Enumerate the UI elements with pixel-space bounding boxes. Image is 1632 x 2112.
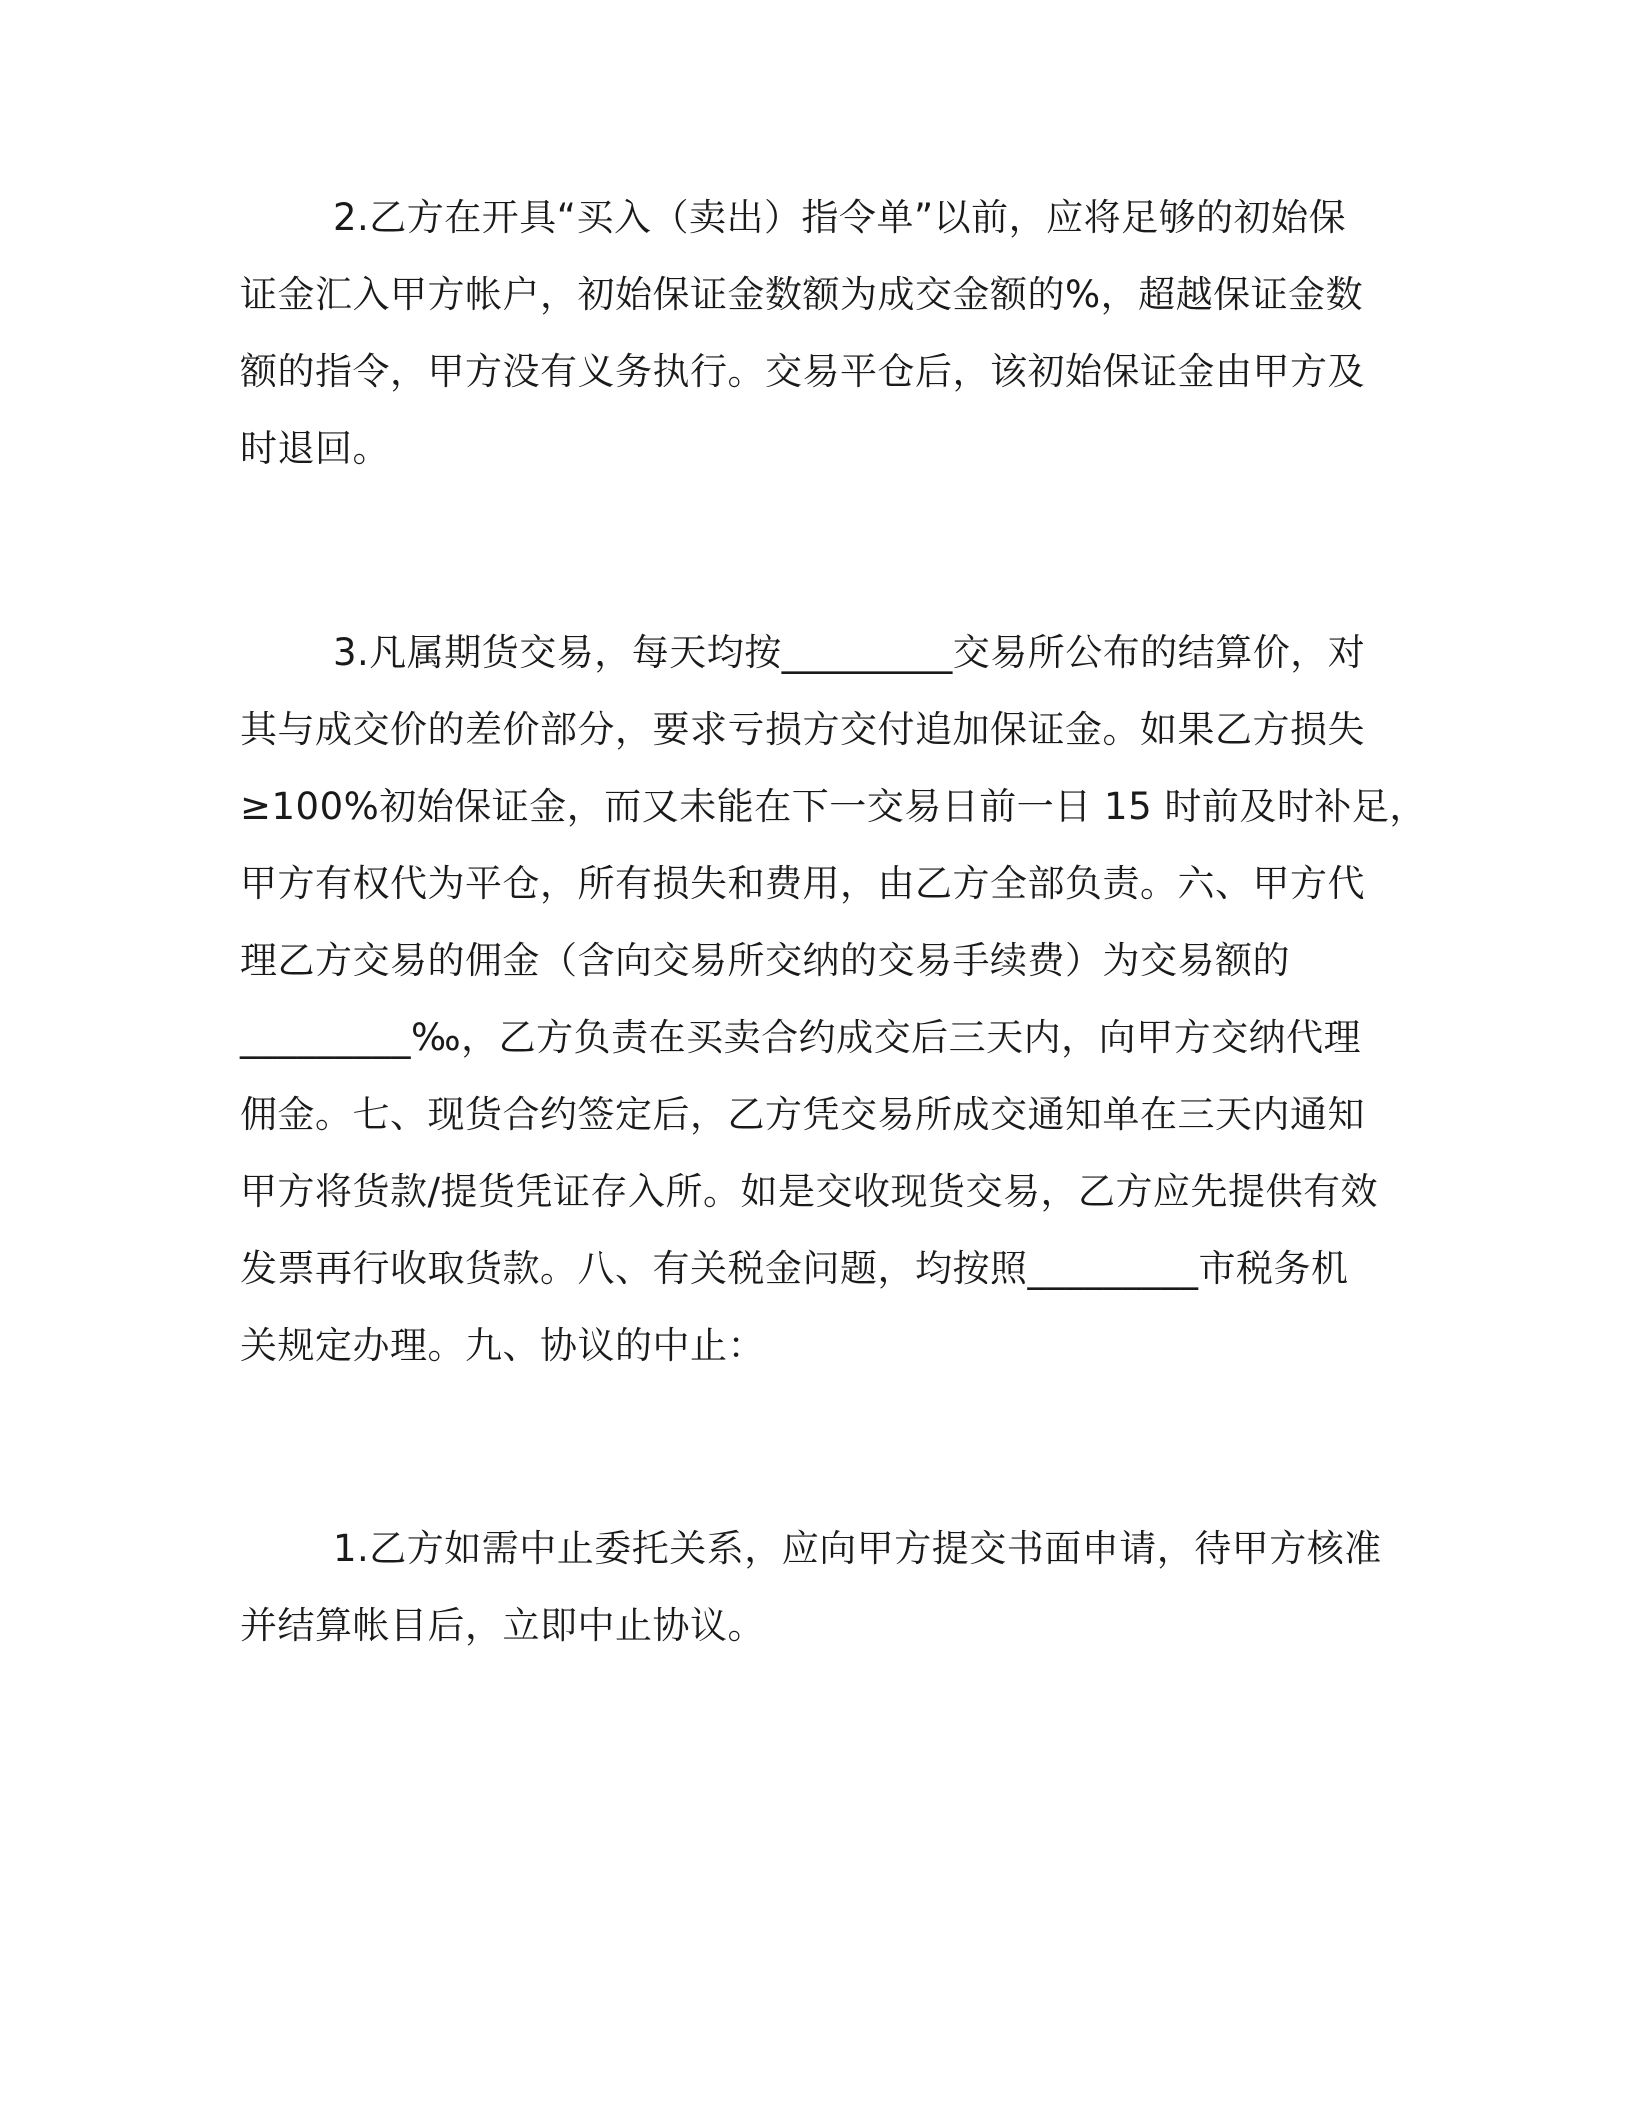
text-line: 理乙方交易的佣金（含向交易所交纳的交易手续费）为交易额的 <box>240 939 1290 982</box>
text-line: 其与成交价的差价部分，要求亏损方交付追加保证金。如果乙方损失 <box>240 708 1365 751</box>
paragraph-margin-deposit <box>240 179 1390 487</box>
text-line: 甲方有权代为平仓，所有损失和费用，由乙方全部负责。六、甲方代 <box>240 862 1365 905</box>
text-line: 佣金。七、现货合约签定后，乙方凭交易所成交通知单在三天内通知 <box>240 1093 1365 1136</box>
text-line: 并结算帐目后，立即中止协议。 <box>240 1604 765 1647</box>
text-line: 2.乙方在开具“买入（卖出）指令单”以前，应将足够的初始保 <box>333 196 1347 239</box>
text-line: ≥100%初始保证金，而又未能在下一交易日前一日 15 时前及时补足， <box>240 785 1427 828</box>
text-line: 甲方将货款/提货凭证存入所。如是交收现货交易，乙方应先提供有效 <box>240 1170 1378 1213</box>
text-line: 证金汇入甲方帐户，初始保证金数额为成交金额的%，超越保证金数 <box>240 273 1364 316</box>
text-line: 额的指令，甲方没有义务执行。交易平仓后，该初始保证金由甲方及 <box>240 350 1365 393</box>
text-line: _________‰，乙方负责在买卖合约成交后三天内，向甲方交纳代理 <box>240 1016 1362 1059</box>
text-line: 时退回。 <box>240 427 390 470</box>
text-line: 发票再行收取货款。八、有关税金问题，均按照_________市税务机 <box>240 1247 1349 1290</box>
text-line: 3.凡属期货交易，每天均按_________交易所公布的结算价，对 <box>333 631 1366 674</box>
text-line: 关规定办理。九、协议的中止： <box>240 1324 765 1367</box>
paragraph-termination <box>240 1510 1390 1664</box>
paragraph-futures-settlement <box>240 614 1427 1384</box>
text-line: 1.乙方如需中止委托关系，应向甲方提交书面申请，待甲方核准 <box>333 1527 1382 1570</box>
